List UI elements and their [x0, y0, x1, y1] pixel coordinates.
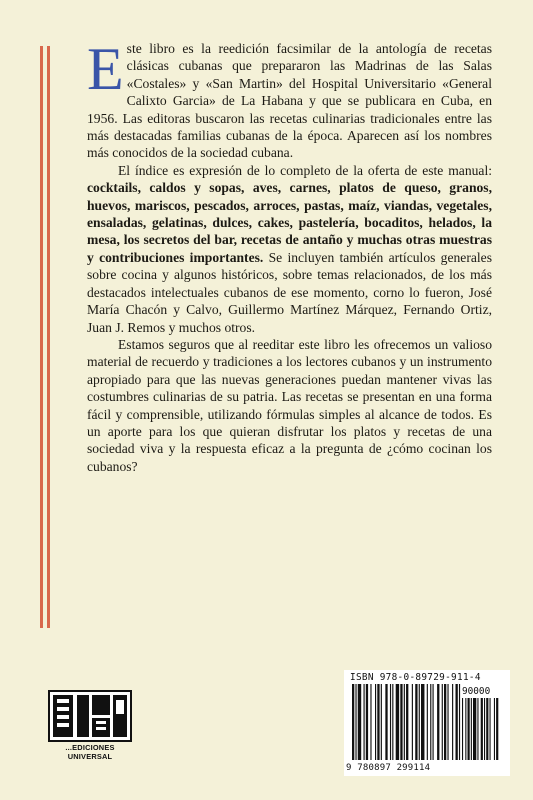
barcode-addon-bar	[490, 698, 491, 760]
ean-number: 9 780897 299114	[346, 763, 431, 773]
decorative-stripe-left	[40, 46, 43, 628]
barcode-bar	[456, 684, 458, 760]
barcode-bar	[427, 684, 428, 760]
barcode-addon-bar	[468, 698, 470, 760]
price-code: 90000	[462, 686, 491, 697]
barcode-bar	[366, 684, 368, 760]
barcode-addon-bar	[494, 698, 495, 760]
barcode-bar	[430, 684, 431, 760]
publisher-name: ...EDICIONES UNIVERSAL	[65, 743, 115, 761]
barcode-addon-bar	[486, 698, 488, 760]
paragraph-1-text: ste libro es la reedición facsimilar de la antología de recetas clásicas cubanas que prepararon las Madrinas de las Salas «Costales» y «San Martin» del Hospital Universitario «General Calixto Garcia» de La Habana y que se publicara en Cuba, en 1956. Las editoras buscaron las recetas culinarias tradicionales entre las más destacadas familias cubanas de la época. Aparecen así los nombres más conocidos de la sociedad cubana.	[87, 41, 492, 161]
barcode-bar	[406, 684, 408, 760]
barcode-bar	[370, 684, 371, 760]
barcode-bar	[381, 684, 382, 760]
paragraph-2-bold-list: cocktails, caldos y sopas, aves, carnes, platos de queso, granos, huevos, mariscos, pescados, arroces, pastas, maíz, viandas, vegetales, ensaladas, gelatinas, dulces, cakes, pastelería, bocaditos, helados, la mesa, los secretos del bar, recetas de antaño y muchas otras muestras y contribuciones importantes.	[87, 180, 492, 265]
paragraph-1	[87, 36, 492, 162]
barcode-bar	[452, 684, 453, 760]
barcode-bar	[437, 684, 439, 760]
barcode-addon-bar	[496, 698, 498, 760]
barcode-bar	[433, 684, 434, 760]
barcode-bar	[392, 684, 393, 760]
barcode-addon-bar	[462, 698, 463, 760]
barcode-bar	[352, 684, 354, 760]
barcode-bar	[390, 684, 391, 760]
barcode-bar	[364, 684, 365, 760]
barcode-bar	[396, 684, 399, 760]
barcode-addon-bar	[484, 698, 485, 760]
barcode-bar	[419, 684, 420, 760]
barcode-bar	[444, 684, 446, 760]
barcode-addon-bar	[477, 698, 478, 760]
drop-cap: E	[87, 36, 124, 102]
barcode-addon-bar	[465, 698, 466, 760]
decorative-stripe-right	[47, 46, 50, 628]
barcode-bar	[404, 684, 405, 760]
barcode-addon-bar	[471, 698, 472, 760]
blurb-text	[87, 36, 492, 475]
paragraph-2	[87, 162, 492, 336]
barcode-bar	[447, 684, 448, 760]
barcode-bar	[400, 684, 402, 760]
barcode-bar	[412, 684, 413, 760]
paragraph-2-lead: El índice es expresión de lo completo de la oferta de este manual:	[118, 162, 492, 178]
barcode-addon-bar	[473, 698, 476, 760]
barcode-bar	[415, 684, 417, 760]
barcode-bar	[377, 684, 379, 760]
barcode-bar	[442, 684, 443, 760]
barcode-bar	[355, 684, 356, 760]
publisher-logo-icon	[48, 690, 132, 742]
barcode-bar	[375, 684, 376, 760]
paragraph-3	[87, 336, 492, 475]
isbn-number: ISBN 978-0-89729-911-4	[350, 672, 481, 683]
barcode-bar	[421, 684, 424, 760]
isbn-barcode	[344, 670, 510, 776]
publisher-logo	[44, 690, 136, 760]
paragraph-2-tail: Se incluyen también artículos generales sobre cocina y algunos históricos, sobre temas relacionados, de los más destacados intelectuales cubanos de ese momento, corno lo fueron, José María Chacón y Calvo, Guillermo Martínez Márquez, Fernando Ortiz, Juan J. Remos y muchos otros.	[87, 249, 492, 335]
barcode-bar	[385, 684, 387, 760]
barcode-bar	[459, 684, 460, 760]
paragraph-3-text: Estamos seguros que al reeditar este libro les ofrecemos un valioso material de recuerdo y tradiciones a los lectores cubanos y un instrumento apropiado para que las nuevas generaciones puedan mantener vivas las costumbres culinarias de su patria. Las recetas se presentan en una forma fácil y comprensible, utilizando fórmulas simples al alcance de todos. Es un aporte para los que quieran disfrutar los platos y recetas de una sociedad viva y la respuesta eficaz a la pregunta de ¿cómo cocinan los cubanos?	[87, 336, 492, 474]
barcode-addon-bar	[481, 698, 483, 760]
barcode-bar	[358, 684, 361, 760]
